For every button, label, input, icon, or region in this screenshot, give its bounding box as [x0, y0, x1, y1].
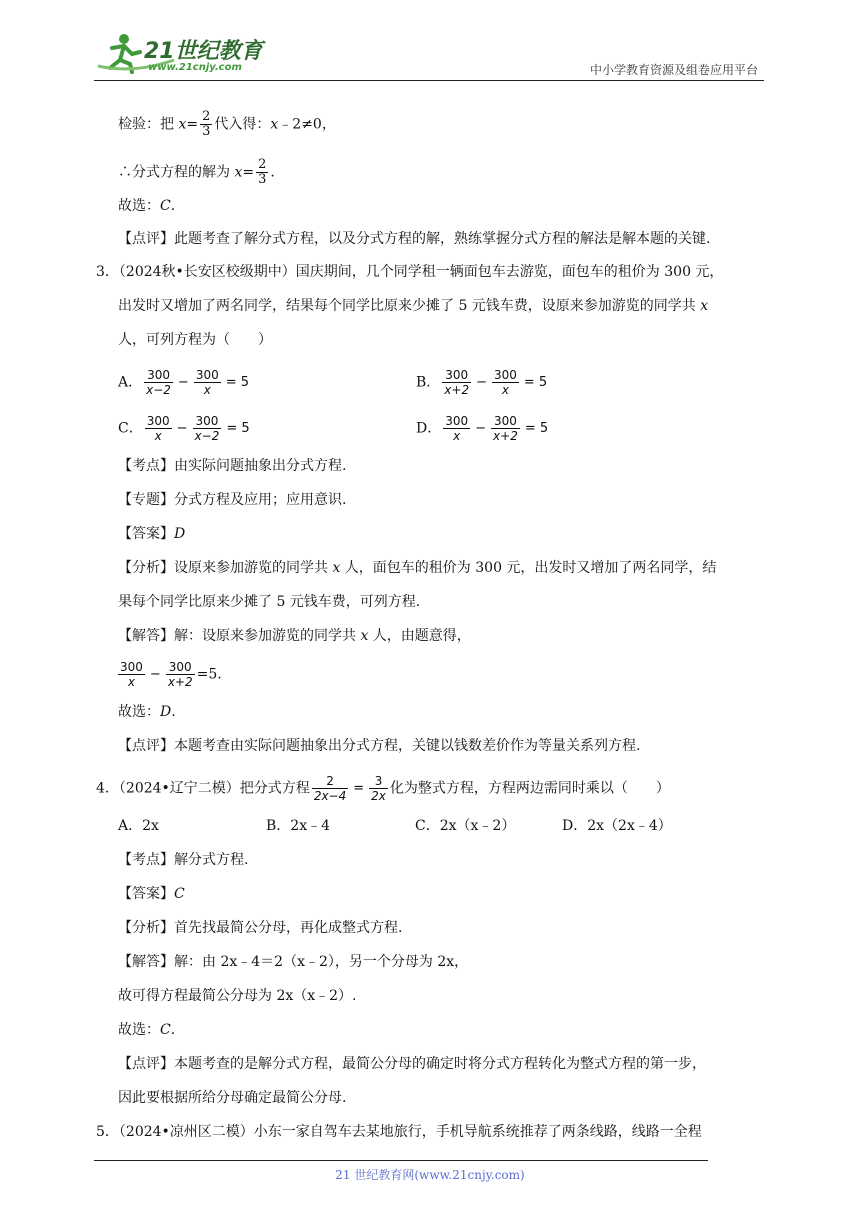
q3-answer: 【答案】D — [118, 526, 186, 542]
question-3-stem-2: 出发时又增加了两名同学，结果每个同学比原来少摊了 5 元钱车费，设原来参加游览的同学共 x — [118, 298, 709, 314]
q4-option-a[interactable]: A．2x — [118, 818, 159, 834]
page-footer[interactable]: 21 世纪教育网(www.21cnjy.com) — [335, 1168, 525, 1182]
check-line: 检验：把 x= $\frac{2}{3}$ 代入得：x﹣2≠0， — [118, 109, 336, 139]
option-c[interactable]: C． $\frac{300}{x}$ − $\frac{300}{x-2}$ = 5 — [118, 414, 250, 443]
fraction: $\frac{2}{3}$ — [202, 109, 211, 139]
solution-line: ∴分式方程的解为 x= $\frac{2}{3}$ . — [118, 157, 275, 187]
q3-kaodian: 【考点】由实际问题抽象出分式方程. — [118, 458, 347, 474]
q3-choice: 故选：D. — [118, 704, 176, 720]
header-divider — [94, 80, 764, 81]
q4-kaodian: 【考点】解分式方程. — [118, 852, 249, 868]
question-3-stem-3: 人，可列方程为（ ） — [118, 332, 272, 348]
q4-option-c[interactable]: C．2x（x﹣2） — [415, 818, 516, 834]
q4-option-b[interactable]: B．2x﹣4 — [266, 818, 331, 834]
platform-name: 中小学教育资源及组卷应用平台 — [589, 63, 758, 77]
fraction: $\frac{2}{3}$ — [258, 157, 267, 187]
option-b[interactable]: B． $\frac{300}{x+2}$ − $\frac{300}{x}$ = 5 — [416, 368, 548, 397]
logo-text: 21世纪教育 — [144, 39, 263, 64]
comment-line: 【点评】此题考查了解分式方程，以及分式方程的解，熟练掌握分式方程的解法是解本题的关键. — [118, 231, 711, 247]
q4-dianping-1: 【点评】本题考查的是解分式方程，最简公分母的确定时将分式方程转化为整式方程的第一步， — [118, 1056, 706, 1072]
question-3-stem-1: 3．（2024秋•长安区校级期中）国庆期间，几个同学租一辆面包车去游览，面包车的租价为 300 元， — [96, 264, 724, 280]
q4-jieda-1: 【解答】解：由 2x﹣4＝2（x﹣2），另一个分母为 2x， — [118, 954, 469, 970]
choice-line: 故选：C. — [118, 198, 176, 214]
q4-fenxi: 【分析】首先找最简公分母，再化成整式方程. — [118, 920, 403, 936]
q3-dianping: 【点评】本题考查由实际问题抽象出分式方程，关键以钱数差价作为等量关系列方程. — [118, 738, 641, 754]
q3-jieda: 【解答】解：设原来参加游览的同学共 x 人，由题意得， — [118, 628, 471, 644]
q4-jieda-2: 故可得方程最简公分母为 2x（x﹣2）. — [118, 988, 357, 1004]
q3-fenxi-2: 果每个同学比原来少摊了 5 元钱车费，可列方程. — [118, 594, 421, 610]
q3-zhuanti: 【专题】分式方程及应用；应用意识. — [118, 492, 347, 508]
footer-divider — [94, 1160, 708, 1161]
option-a[interactable]: A． $\frac{300}{x-2}$ − $\frac{300}{x}$ = 5 — [118, 368, 250, 397]
q4-dianping-2: 因此要根据所给分母确定最简公分母. — [118, 1090, 347, 1106]
logo-url: www.21cnjy.com — [148, 62, 242, 73]
q3-fenxi-1: 【分析】设原来参加游览的同学共 x 人，面包车的租价为 300 元，出发时又增加了两名同学，结 — [118, 560, 717, 576]
q4-choice: 故选：C. — [118, 1022, 176, 1038]
question-5-stem: 5．（2024•凉州区二模）小东一家自驾车去某地旅行，手机导航系统推荐了两条线路，线路一全程 — [96, 1124, 702, 1140]
q4-option-d[interactable]: D．2x（2x﹣4） — [562, 818, 672, 834]
page-header — [94, 30, 764, 80]
q3-equation: $\frac{300}{x}$ − $\frac{300}{x+2}$ =5. — [120, 660, 222, 689]
option-d[interactable]: D． $\frac{300}{x}$ − $\frac{300}{x+2}$ = 5 — [416, 414, 549, 443]
question-4-stem: 4．（2024•辽宁二模）把分式方程 $\frac{2}{2x-4}$ = $\frac{3}{2x}$ 化为整式方程，方程两边需同时乘以（ ） — [96, 774, 670, 803]
q4-answer: 【答案】C — [118, 886, 185, 902]
site-logo[interactable] — [94, 30, 264, 76]
